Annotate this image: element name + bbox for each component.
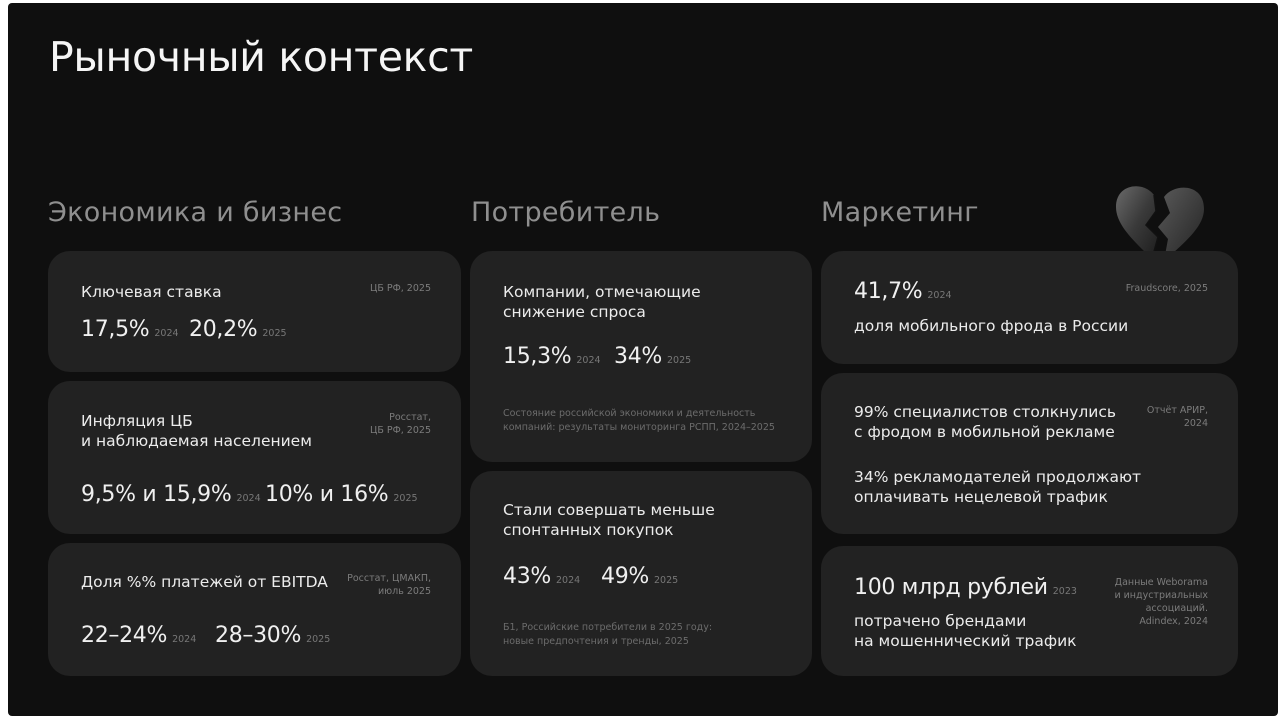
slide [8, 3, 1278, 716]
card-inflation [48, 381, 461, 534]
card-stat-2: 34% рекламодателей продолжают оплачивать нецелевой трафик [854, 468, 1142, 506]
card-description: потрачено брендами на мошеннический трафик [854, 612, 1077, 650]
value-2025: 49% 2025 [601, 564, 679, 589]
card-payments [48, 543, 461, 676]
card-source: Росстат, ЦМАКП, июль 2025 [347, 573, 431, 597]
card-source: Отчёт АРИР, 2024 [1146, 405, 1208, 429]
value-2024: 41,7% 2024 [854, 279, 952, 304]
card-label: Компании, отмечающие снижение спроса [503, 283, 701, 321]
card-key-rate [48, 251, 461, 372]
value-2025: 34% 2025 [614, 344, 692, 369]
value-2024: 22–24% 2024 [81, 623, 197, 648]
card-spend [821, 546, 1238, 676]
card-source: Росстат, ЦБ РФ, 2025 [369, 412, 431, 436]
card-source: ЦБ РФ, 2025 [369, 283, 431, 294]
value-2025: 28–30% 2025 [215, 623, 331, 648]
value-2023: 100 млрд рублей 2023 [854, 575, 1077, 600]
card-label: Ключевая ставка [81, 283, 222, 301]
card-label: Доля %% платежей от EBITDA [81, 573, 328, 591]
card-note: Б1, Российские потребители в 2025 году: новые предпочтения и тренды, 2025 [503, 622, 713, 647]
value-2024: 9,5% и 15,9% 2024 [81, 482, 261, 507]
card-label: Стали совершать меньше спонтанных покупок [503, 501, 715, 539]
heading-consumer: Потребитель [471, 197, 661, 228]
value-2024: 17,5% 2024 [81, 317, 179, 342]
heading-economy: Экономика и бизнес [48, 197, 343, 228]
value-2025: 20,2% 2025 [189, 317, 287, 342]
card-demand [470, 251, 812, 462]
card-label: Инфляция ЦБ и наблюдаемая населением [81, 412, 312, 450]
card-source: Данные Weborama и индустриальных ассоциаций. Adindex, 2024 [1114, 577, 1208, 627]
card-mobile-fraud [821, 251, 1238, 364]
card-note: Состояние российской экономики и деятельность компаний: результаты мониторинга РСПП, 2024–2025 [503, 408, 775, 433]
value-2024: 43% 2024 [503, 564, 581, 589]
value-2025: 10% и 16% 2025 [265, 482, 418, 507]
heading-marketing: Маркетинг [821, 197, 979, 228]
card-stat-1: 99% специалистов столкнулись с фродом в мобильной рекламе [854, 403, 1117, 441]
value-2024: 15,3% 2024 [503, 344, 601, 369]
card-description: доля мобильного фрода в России [854, 317, 1129, 335]
card-source: Fraudscore, 2025 [1125, 283, 1208, 294]
card-specialists [821, 373, 1238, 534]
page-title: Рыночный контекст [49, 33, 473, 81]
card-purchases [470, 471, 812, 676]
